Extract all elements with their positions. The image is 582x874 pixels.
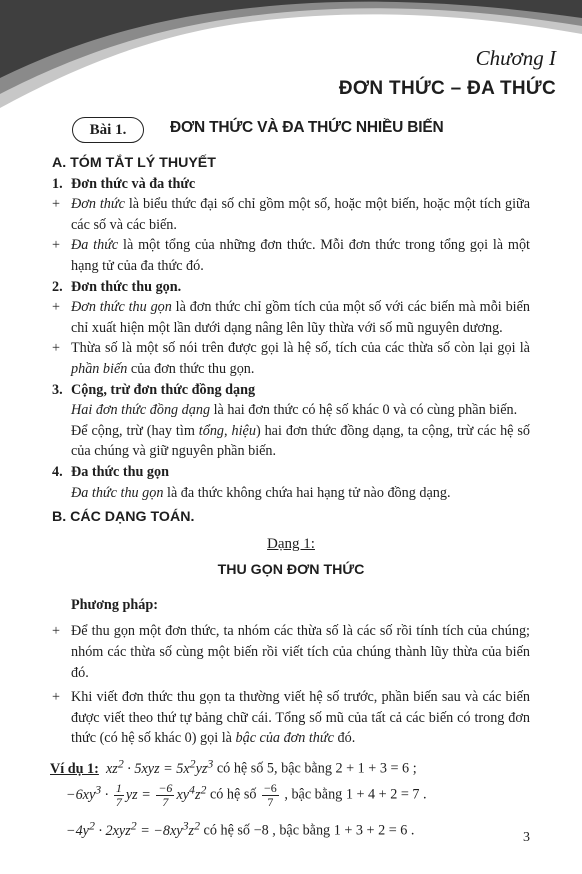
bullet-item: + Thừa số là một số nói trên được gọi là hệ số, tích của các thừa số còn lại gọi là phần biến của đơn thức thu gọn. bbox=[52, 340, 530, 377]
subsection-1-heading bbox=[52, 174, 530, 195]
subsection-3-heading bbox=[52, 380, 530, 401]
lesson-heading bbox=[72, 117, 552, 143]
paragraph-text: Để cộng, trừ (hay tìm bbox=[71, 422, 199, 439]
subsection-number: 4. bbox=[52, 463, 63, 480]
example-line-3 bbox=[52, 815, 530, 841]
subsection-title: Đơn thức và đa thức bbox=[71, 175, 196, 192]
term: hiệu bbox=[231, 422, 256, 439]
example-text: có hệ số bbox=[203, 822, 254, 839]
section-b-title: B. CÁC DẠNG TOÁN. bbox=[52, 509, 195, 526]
term: Hai đơn thức đồng dạng bbox=[71, 402, 211, 419]
bullet-item: + Đơn thức thu gọn là đơn thức chỉ gồm tích của một số với các biến mà mỗi biến chỉ xuất hiện một lần dưới dạng nâng lên lũy thừa với số mũ nguyên dương. bbox=[52, 299, 530, 336]
math-sum: 2 + 1 + 3 = 6 bbox=[335, 760, 410, 777]
paragraph bbox=[52, 400, 530, 421]
bullet-item: + Đơn thức là biểu thức đại số chỉ gồm một số, hoặc một biến, hoặc một tích giữa các số và các biến. bbox=[52, 196, 530, 233]
punctuation: . bbox=[423, 786, 427, 803]
math-expression: $-4y^2 \cdot 2xyz^2 = -8xy^3z^2$ bbox=[66, 818, 200, 839]
punctuation: . bbox=[410, 822, 415, 839]
term: Đa thức bbox=[71, 237, 119, 254]
subsection-4-heading bbox=[52, 462, 530, 483]
subsection-title: Đa thức thu gọn bbox=[71, 463, 169, 480]
example-line-1 bbox=[52, 753, 530, 779]
section-a-title: A. TÓM TẮT LÝ THUYẾT bbox=[52, 155, 216, 171]
punctuation: ; bbox=[412, 760, 417, 777]
math-coefficient: $\frac{-6}{7}$ bbox=[264, 781, 277, 809]
term: phần biến bbox=[71, 360, 128, 377]
math-sum: 1 + 3 + 2 = 6 bbox=[333, 822, 408, 839]
subsection-title: Cộng, trừ đơn thức đồng dạng bbox=[71, 381, 256, 398]
paragraph-text: là đa thức không chứa hai hạng tử nào đồng dạng. bbox=[163, 484, 451, 501]
example-line-2 bbox=[52, 779, 530, 815]
bullet-item: + Đa thức là một tổng của những đơn thức. Mỗi đơn thức trong tổng gọi là một hạng tử của đa thức đó. bbox=[52, 237, 530, 274]
bullet-text: là đơn thức chỉ gồm tích của một số với các biến mà mỗi biến chỉ xuất hiện một lần dưới dạng nâng lên lũy thừa với số mũ nguyên dương. bbox=[71, 299, 530, 336]
lesson-badge: Bài 1. bbox=[72, 117, 144, 143]
method-label: Phương pháp: bbox=[71, 596, 158, 613]
subsection-title: Đơn thức thu gọn. bbox=[71, 278, 182, 295]
form-title: THU GỌN ĐƠN THỨC bbox=[217, 562, 365, 579]
paragraph-text: là hai đơn thức có hệ số khác 0 và có cùng phần biến. bbox=[210, 402, 518, 419]
bullet-text: Để thu gọn một đơn thức, ta nhóm các thừa số là các số rồi tính tích của chúng; nhóm các thừa số cùng một biến rồi viết tích của chúng thành lũy thừa của biến đó. bbox=[71, 623, 530, 681]
bullet-text: Khi viết đơn thức thu gọn ta thường viết hệ số trước, phần biến sau và các biến được viết theo thứ tự bảng chữ cái. Tổng số mũ của tất cả các biến có trong đơn thức (có hệ số khác 0) gọi là bbox=[71, 689, 530, 747]
bullet-text: đó. bbox=[333, 730, 356, 747]
paragraph bbox=[52, 421, 530, 462]
paragraph bbox=[52, 483, 530, 504]
bullet-item: + Để thu gọn một đơn thức, ta nhóm các thừa số là các số rồi tính tích của chúng; nhóm các thừa số cùng một biến rồi viết tích của chúng thành lũy thừa của biến đó. bbox=[52, 623, 530, 681]
term: tổng bbox=[198, 422, 225, 439]
chapter-label: Chương I bbox=[475, 46, 556, 70]
term: Đơn thức thu gọn bbox=[71, 299, 172, 316]
subsection-number: 2. bbox=[52, 278, 63, 295]
term: Đơn thức bbox=[71, 196, 125, 213]
example-label: Ví dụ 1: bbox=[50, 760, 99, 777]
paragraph-text: , bbox=[224, 422, 232, 439]
form-label: Dạng 1: bbox=[267, 535, 315, 552]
bullet-text: của đơn thức thu gọn. bbox=[127, 360, 255, 377]
term: bậc của đơn thức bbox=[235, 730, 334, 747]
example-text: , bậc bằng bbox=[272, 822, 334, 839]
bullet-text: là một tổng của những đơn thức. Mỗi đơn thức trong tổng gọi là một hạng tử của đa thức đó. bbox=[71, 237, 530, 274]
subsection-2-heading bbox=[52, 277, 530, 298]
math-expression: $xz^2 \cdot 5xyz = 5x^2yz^3$ bbox=[102, 756, 214, 777]
math-expression: $-6xy^3$ · $\frac{1}{7}$ yz = $\frac{-6}{7}$ $xy^4z^2$ bbox=[66, 781, 207, 809]
math-sum: 1 + 4 + 2 = 7 bbox=[345, 786, 420, 803]
page-content bbox=[52, 153, 530, 841]
math-coefficient: −8 bbox=[253, 822, 269, 839]
page-number: 3 bbox=[523, 830, 530, 845]
chapter-title: ĐƠN THỨC – ĐA THỨC bbox=[338, 78, 556, 99]
subsection-number: 1. bbox=[52, 175, 63, 192]
example-text: , bậc bằng bbox=[284, 786, 346, 803]
example-text: có hệ số bbox=[209, 786, 261, 803]
paragraph-text: ) hai đơn thức đồng dạng, ta cộng, trừ các hệ số của chúng và giữ nguyên phần biến. bbox=[71, 422, 531, 460]
bullet-text: là biểu thức đại số chỉ gồm một số, hoặc một biến, hoặc một tích giữa các số và các biến. bbox=[71, 196, 530, 233]
lesson-title: ĐƠN THỨC VÀ ĐA THỨC NHIỀU BIẾN bbox=[170, 119, 444, 136]
subsection-number: 3. bbox=[52, 381, 63, 398]
bullet-text: Thừa số là một số nói trên được gọi là hệ số, tích của các thừa số còn lại gọi là bbox=[71, 340, 530, 357]
example-text: có hệ số 5, bậc bằng bbox=[216, 760, 336, 777]
form-heading bbox=[52, 534, 530, 555]
term: Đa thức thu gọn bbox=[71, 484, 164, 501]
bullet-item: + Khi viết đơn thức thu gọn ta thường viết hệ số trước, phần biến sau và các biến được viết theo thứ tự bảng chữ cái. Tổng số mũ của tất cả các biến có trong đơn thức (có hệ số khác 0) gọi là bậc của đơn thức đó. bbox=[52, 689, 530, 747]
